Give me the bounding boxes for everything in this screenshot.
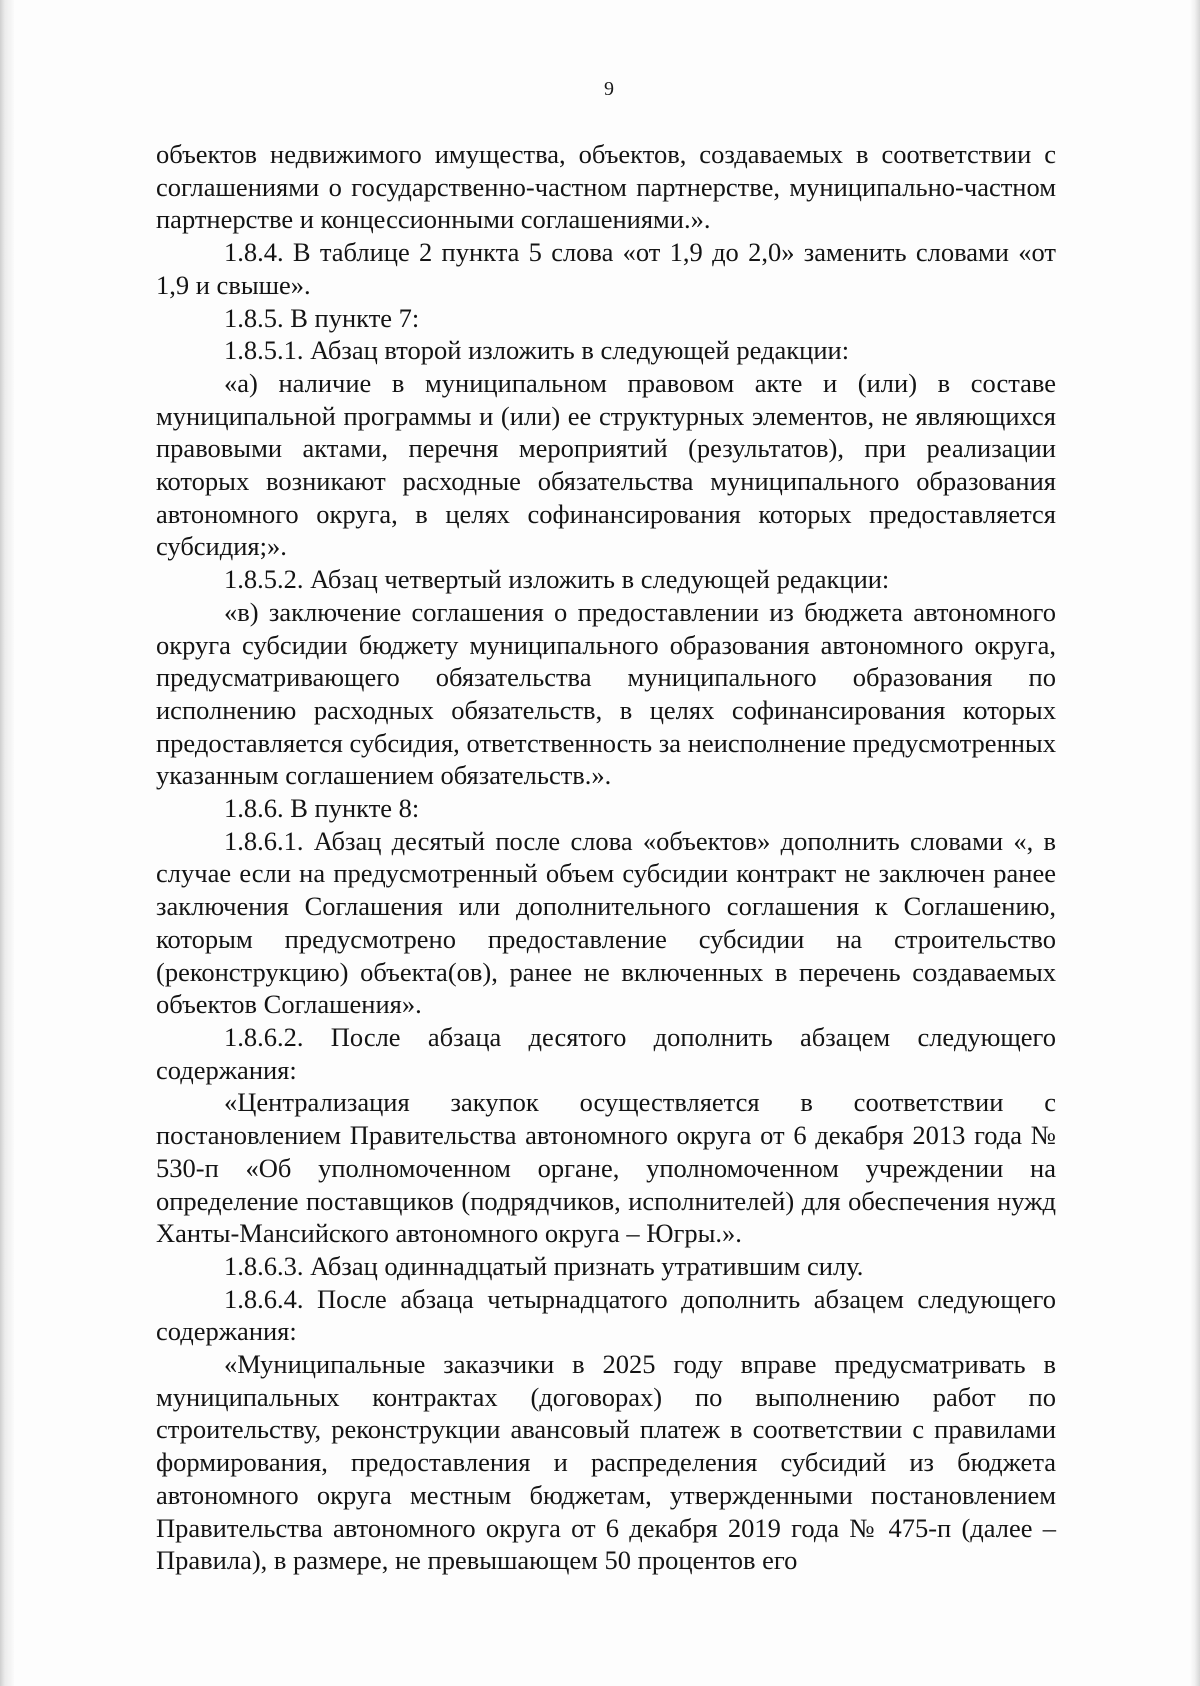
paragraph: 1.8.6.3. Абзац одиннадцатый признать утратившим силу.: [224, 1250, 864, 1281]
paragraph: объектов недвижимого имущества, объектов, создаваемых в соответствии с соглашениями о государственно-частном партнерстве, муниципально-частном партнерстве и концессионными соглашениями.».: [156, 139, 1056, 235]
paragraph: 1.8.6.4. После абзаца четырнадцатого дополнить абзацем следующего содержания:: [156, 1283, 1056, 1347]
paragraph: «Централизация закупок осуществляется в соответствии с постановлением Правительства автономного округа от 6 декабря 2013 года № 530-п «Об уполномоченном органе, уполномоченном учреждении на определение поставщиков (подрядчиков, исполнителей) для обеспечения нужд Ханты-Мансийского автономного округа – Югры.».: [156, 1087, 1056, 1249]
paragraph: 1.8.4. В таблице 2 пункта 5 слова «от 1,9 до 2,0» заменить словами «от 1,9 и свыше».: [156, 237, 1056, 300]
scan-edge-left: [0, 0, 14, 1686]
document-body: [156, 138, 1056, 1577]
paragraph: «а) наличие в муниципальном правовом акте и (или) в составе муниципальной программы и (или) ее структурных элементов, не являющихся правовыми актами, перечня мероприятий (результатов), при реализации которых возникают расходные обязательства муниципального образования автономного округа, в целях софинансирования которых предоставляется субсидия;».: [156, 367, 1056, 562]
paragraph: «Муниципальные заказчики в 2025 году вправе предусматривать в муниципальных контрактах (договорах) по выполнению работ по строительству, реконструкции авансовый платеж в соответствии с правилами формирования, предоставления и распределения субсидий из бюджета автономного округа местным бюджетам, утвержденными постановлением Правительства автономного округа от 6 декабря 2019 года № 475-п (далее – Правила), в размере, не превышающем 50 процентов его: [156, 1349, 1056, 1576]
paragraph: 1.8.5. В пункте 7:: [224, 302, 420, 333]
paragraph: 1.8.5.1. Абзац второй изложить в следующей редакции:: [224, 335, 850, 366]
paragraph: 1.8.6.2. После абзаца десятого дополнить абзацем следующего содержания:: [156, 1021, 1056, 1085]
paragraph: 1.8.6. В пункте 8:: [224, 793, 420, 824]
paragraph: 1.8.5.2. Абзац четвертый изложить в следующей редакции:: [224, 564, 890, 595]
paragraph: «в) заключение соглашения о предоставлении из бюджета автономного округа субсидии бюджету муниципального образования автономного округа, предусматривающего обязательства муниципального образования по исполнению расходных обязательств, в целях софинансирования которых предоставляется субсидия, ответственность за неисполнение предусмотренных указанным соглашением обязательств.».: [156, 596, 1056, 791]
scan-edge-right: [1190, 0, 1200, 1686]
paragraph: 1.8.6.1. Абзац десятый после слова «объектов» дополнить словами «, в случае если на предусмотренный объем субсидии контракт не заключен ранее заключения Соглашения или дополнительного соглашения к Соглашению, которым предусмотрено предоставление субсидии на строительство (реконструкцию) объекта(ов), ранее не включенных в перечень создаваемых объектов Соглашения».: [156, 825, 1056, 1020]
page-number: 9: [604, 78, 614, 100]
